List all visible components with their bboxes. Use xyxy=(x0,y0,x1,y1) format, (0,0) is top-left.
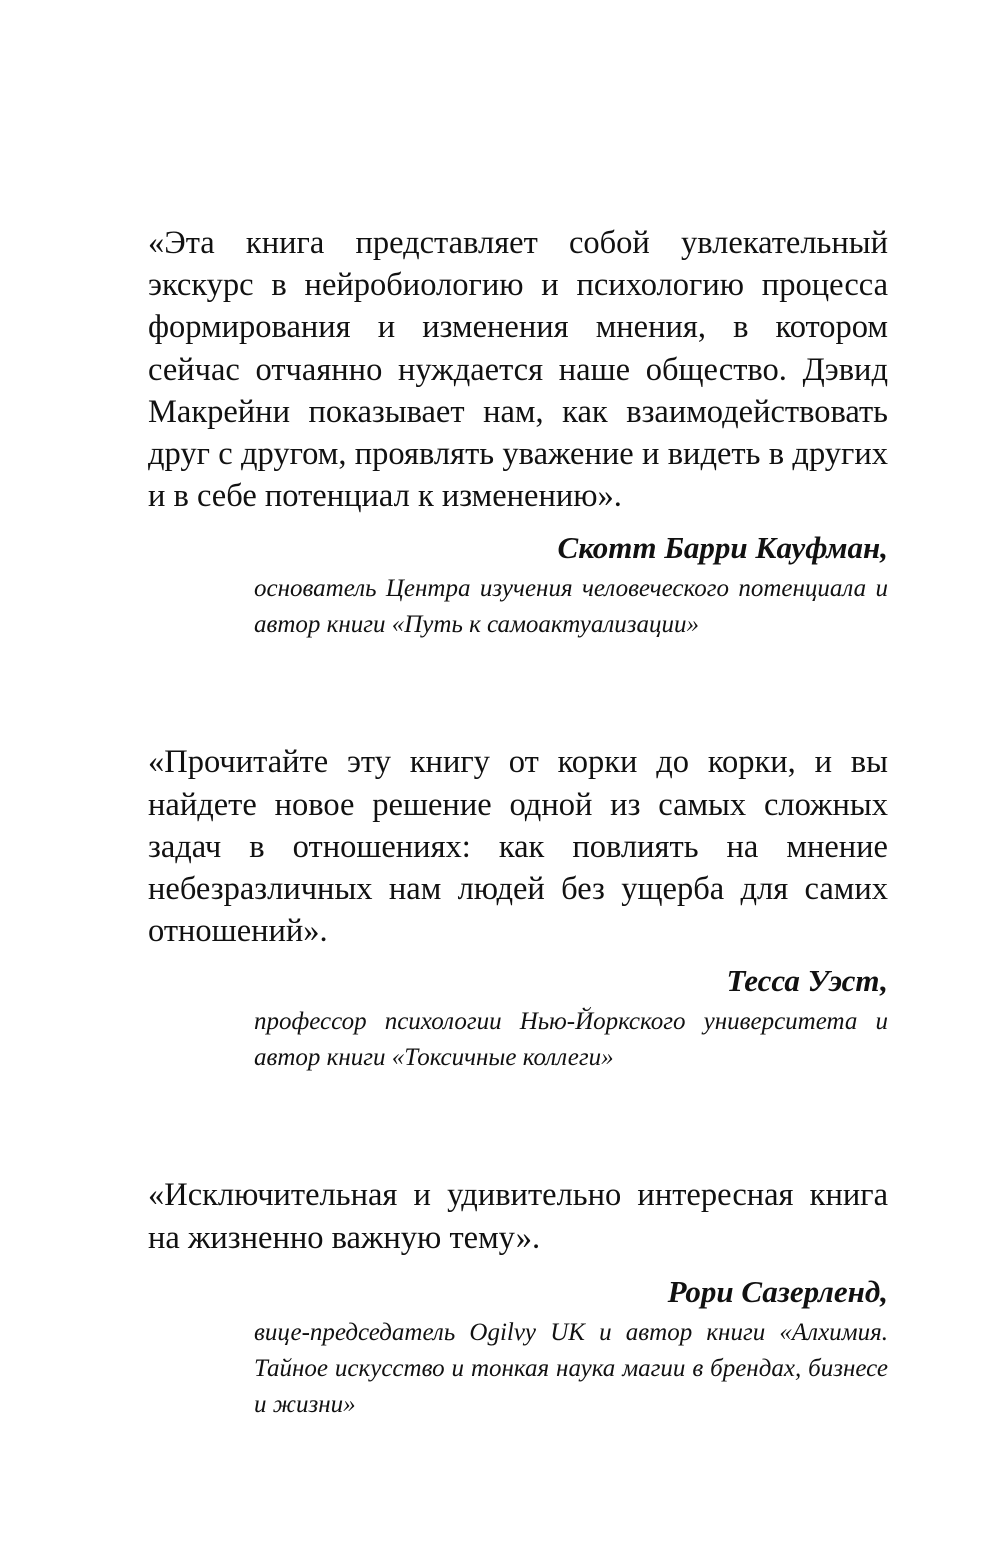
testimonial-sutherland xyxy=(148,1174,888,1422)
testimonial-author-role: основатель Центра изучения человеческого потенциала и автор книги «Путь к самоактуализации» xyxy=(254,575,888,639)
testimonial-west xyxy=(148,741,888,1076)
testimonial-quote: «Эта книга представляет собой увлекательный экскурс в нейробиологию и психологию процесса формирования и изменения мнения, в котором сейчас отчаянно нуждается наше общество. Дэвид Макрейни показывает нам, как взаимодействовать друг с другом, проявлять уважение и видеть в других и в себе потенциал к изменению». xyxy=(148,225,888,515)
testimonials-page xyxy=(148,222,888,1423)
testimonial-author: Скотт Барри Кауфман, xyxy=(557,530,888,566)
testimonial-author: Тесса Уэст, xyxy=(726,963,888,999)
testimonial-author-role: вице-председатель Ogilvy UK и автор книги «Алхимия. Тайное искусство и тонкая наука магии в брендах, бизнесе и жизни» xyxy=(254,1318,888,1418)
testimonial-quote: «Прочитайте эту книгу от корки до корки, и вы найдете новое решение одной из самых сложных задач в отношениях: как повлиять на мнение небезразличных нам людей без ущерба для самих отношений». xyxy=(148,744,888,950)
testimonial-author-role: профессор психологии Нью-Йоркского университета и автор книги «Токсичные коллеги» xyxy=(254,1008,888,1072)
testimonial-quote: «Исключительная и удивительно интересная книга на жизненно важную тему». xyxy=(148,1177,888,1256)
testimonial-author: Рори Сазерленд, xyxy=(667,1273,888,1309)
testimonial-kaufman xyxy=(148,222,888,643)
